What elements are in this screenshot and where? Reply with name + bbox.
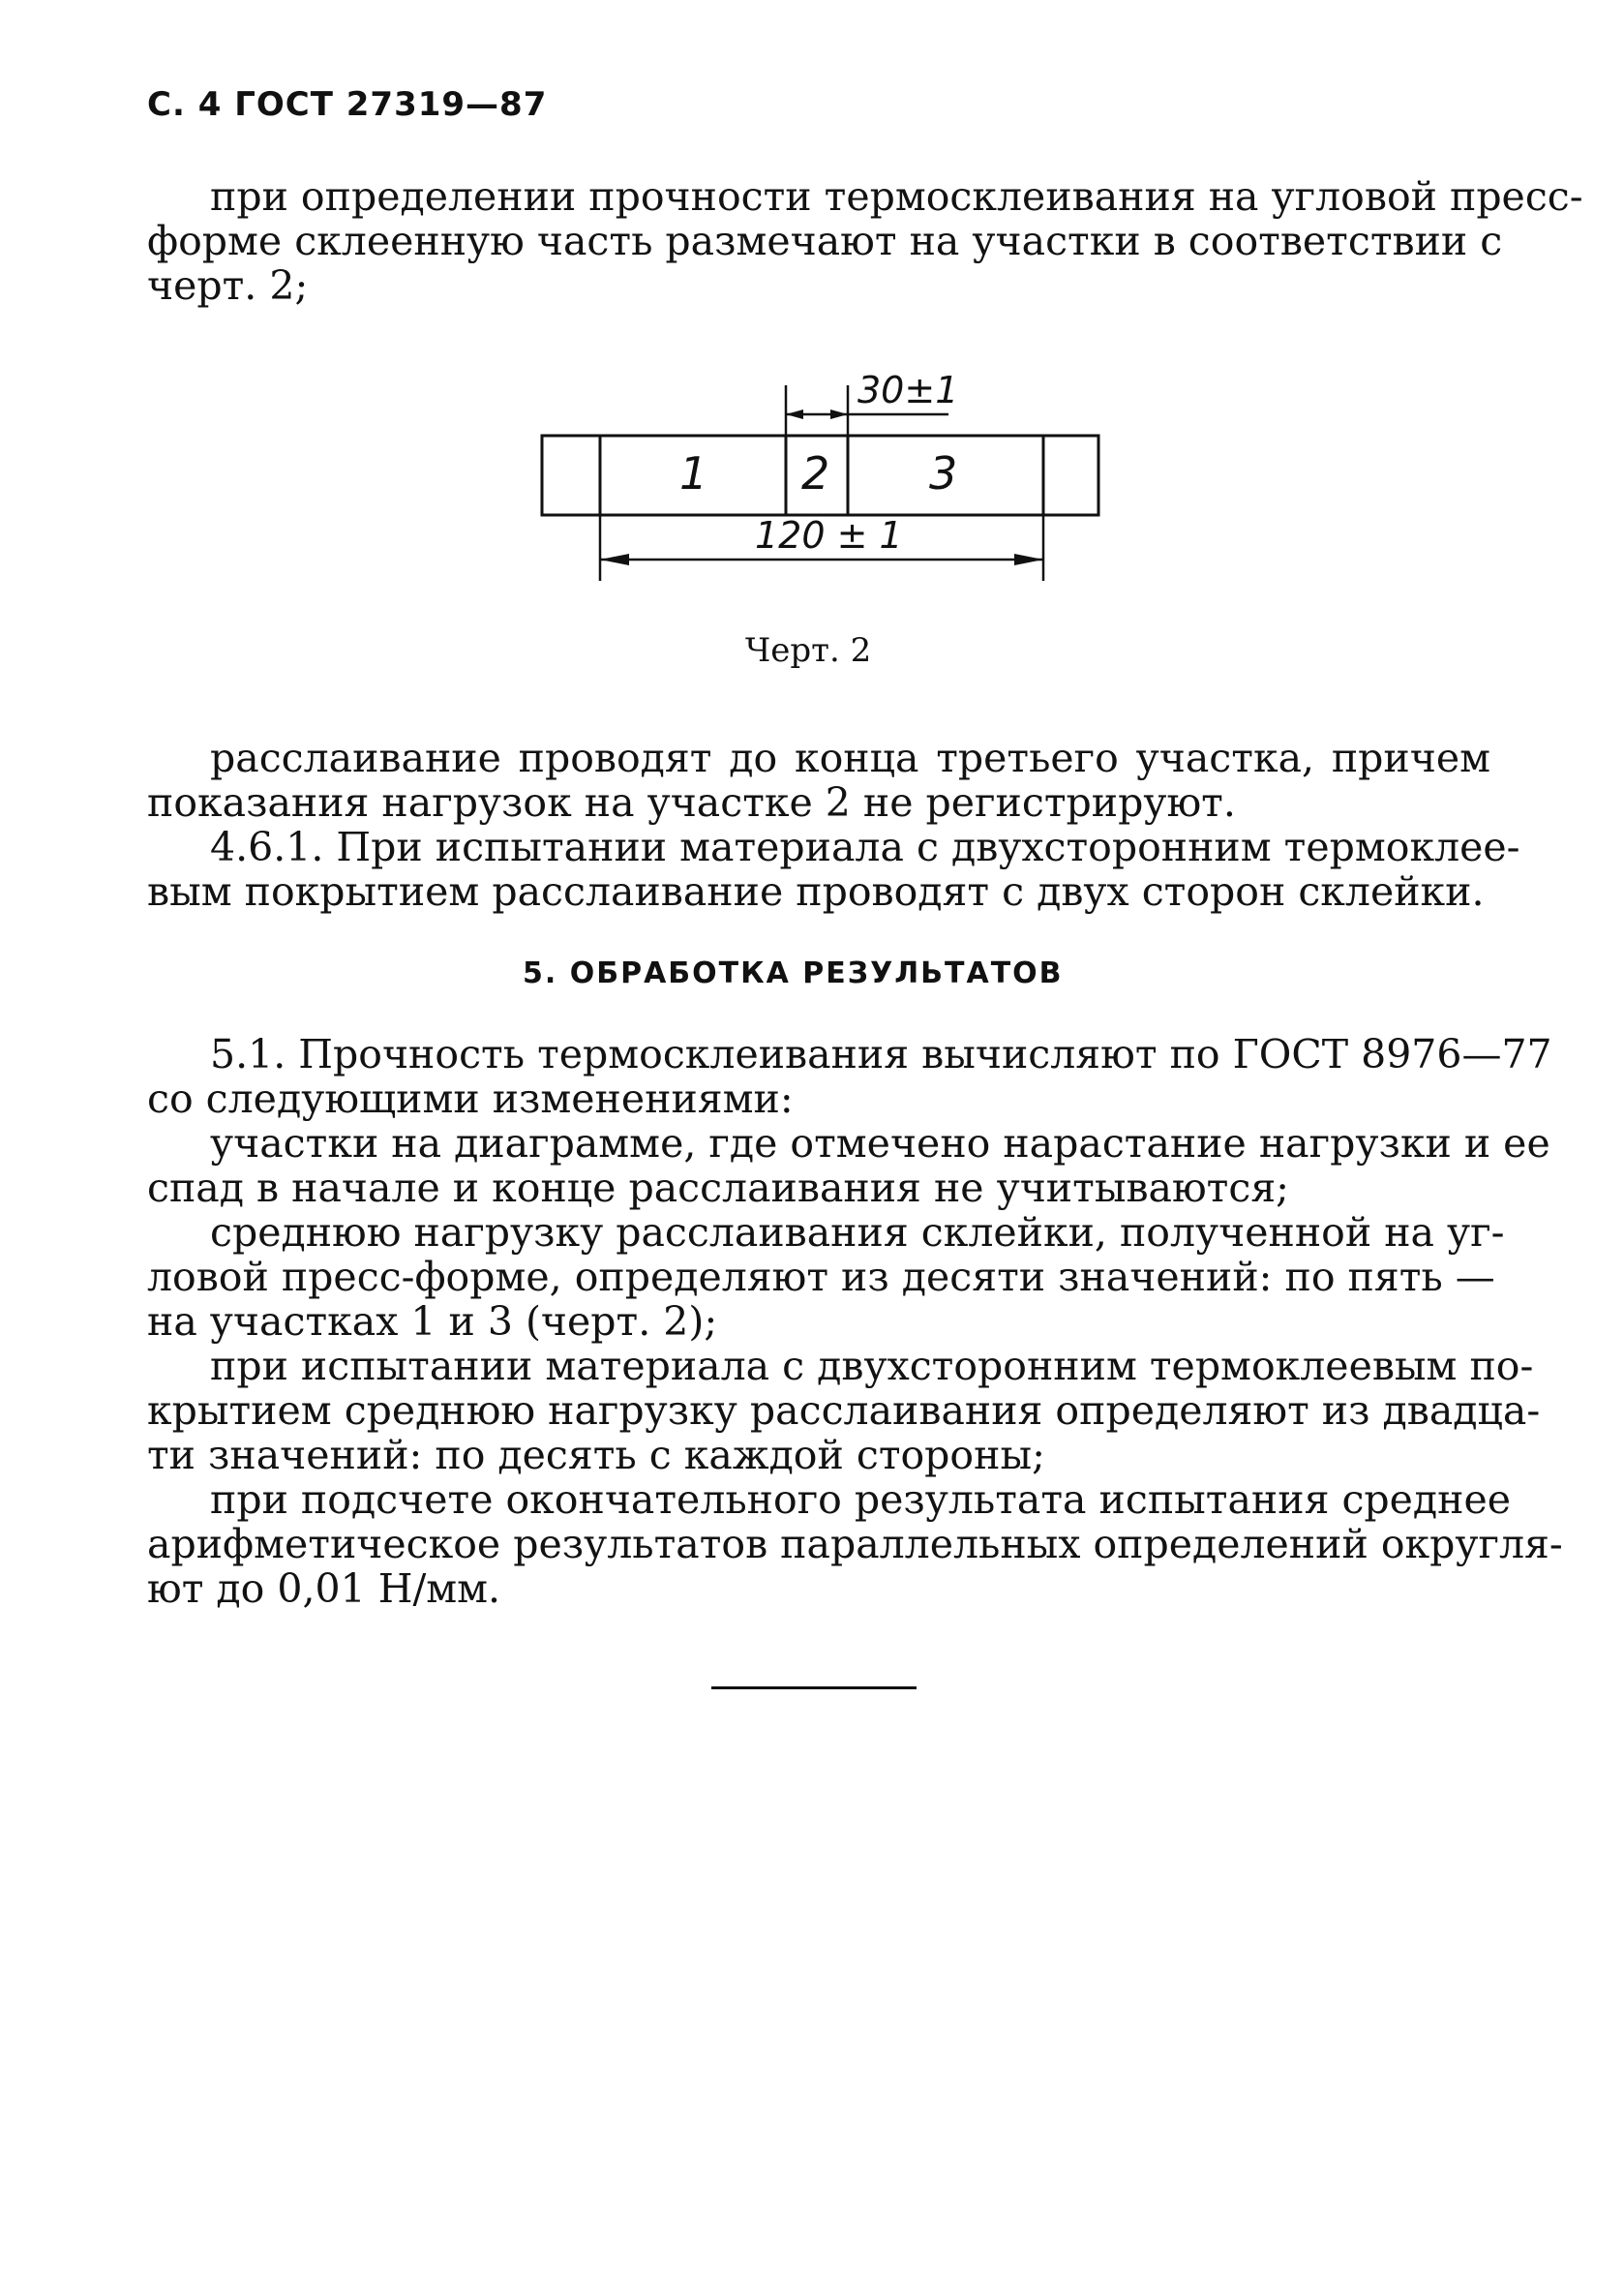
drawing-figure-2	[0, 0, 1624, 697]
text-line: ловой пресс-форме, определяют из десяти значений: по пять —	[147, 1254, 1495, 1300]
end-divider	[711, 1686, 917, 1689]
text-line: ти значений: по десять с каждой стороны;	[147, 1432, 1045, 1478]
segment-label-1: 1	[679, 447, 708, 500]
text-line: на участках 1 и 3 (черт. 2);	[147, 1298, 718, 1345]
arrow-right-icon	[830, 410, 848, 419]
segment-label-2: 2	[801, 447, 830, 500]
arrow-left-icon	[786, 410, 803, 419]
arrow-right-icon	[1014, 554, 1043, 565]
text-line: вым покрытием расслаивание проводят с двух сторон склейки.	[147, 868, 1485, 915]
text-line: 5.1. Прочность термосклеивания вычисляют по ГОСТ 8976—77	[210, 1031, 1552, 1077]
text-line: показания нагрузок на участке 2 не регистрируют.	[147, 779, 1236, 826]
arrow-left-icon	[600, 554, 629, 565]
dimension-overall: 120 ± 1	[755, 514, 903, 557]
text-line: участки на диаграмме, где отмечено нарастание нагрузки и ее	[210, 1120, 1550, 1167]
text-line: черт. 2;	[147, 262, 309, 309]
paragraph-results	[147, 1031, 1563, 1612]
text-line: 4.6.1. При испытании материала с двухсторонним термоклее-	[210, 824, 1520, 870]
text-line: при определении прочности термосклеивания на угловой пресс-	[210, 173, 1583, 220]
page-number: С. 4	[147, 85, 223, 124]
text-line: со следующими изменениями:	[147, 1076, 794, 1122]
segment-label-3: 3	[929, 447, 958, 500]
dimension-segment-2: 30±1	[857, 369, 959, 411]
text-line: арифметическое результатов параллельных определений округля-	[147, 1521, 1563, 1567]
paragraph-delamination	[147, 735, 1520, 915]
text-line: расслаивание проводят до конца третьего участка, причем	[210, 735, 1490, 781]
text-line: при испытании материала с двухсторонним термоклеевым по-	[210, 1343, 1534, 1389]
standard-code: ГОСТ 27319—87	[234, 85, 548, 124]
text-line: спад в начале и конце расслаивания не учитываются;	[147, 1165, 1289, 1211]
figure-caption: Черт. 2	[745, 631, 872, 670]
text-line: при подсчете окончательного результата испытания среднее	[210, 1476, 1512, 1523]
text-line: ют до 0,01 Н/мм.	[147, 1565, 501, 1612]
text-line: крытием среднюю нагрузку расслаивания определяют из двадца-	[147, 1387, 1541, 1434]
text-line: форме склеенную часть размечают на участки в соответствии с	[147, 218, 1503, 264]
text-line: среднюю нагрузку расслаивания склейки, полученной на уг-	[210, 1209, 1505, 1256]
section-title: 5. ОБРАБОТКА РЕЗУЛЬТАТОВ	[523, 956, 1064, 990]
